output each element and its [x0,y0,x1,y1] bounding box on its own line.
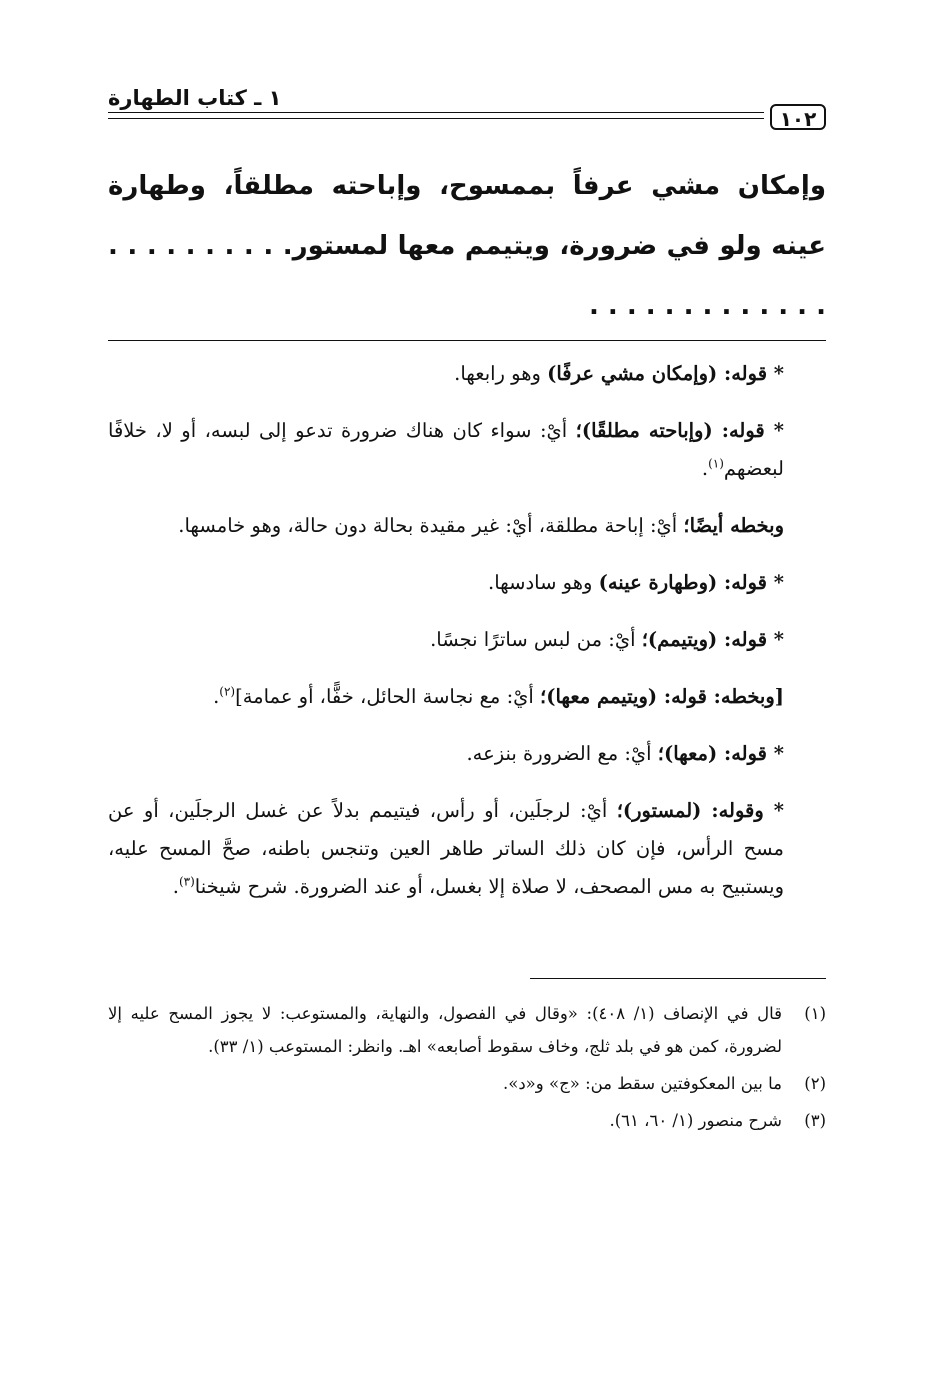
commentary-text: وهو سادسها. [488,571,599,594]
footnote-text: قال في الإنصاف (١/ ٤٠٨): «وقال في الفصول، والنهاية، والمستوعب: لا يجوز المسح عليه إلا لضرورة، كمن هو في بلد ثلج، وخاف سقوط أصابعه» اهـ. وانظر: المستوعب (١/ ٣٣). [108,1004,782,1056]
commentary-paragraph [108,735,826,773]
commentary-paragraph [108,507,826,545]
commentary-paragraph [108,564,826,602]
footnotes [108,997,826,1137]
matn-divider [108,340,826,341]
footnote-ref: (٣) [178,874,195,889]
commentary-paragraph [108,355,826,393]
footnote-number: (٣) [804,1111,826,1130]
commentary-text: أيْ: سواء كان هناك ضرورة تدعو إلى لبسه، أو لا، خلافًا لبعضهم [108,419,784,480]
footnote-divider [530,978,826,979]
commentary-paragraph [108,412,826,488]
footnote-number: (٢) [804,1074,826,1093]
footnote-text: شرح منصور (١/ ٦٠، ٦١). [609,1111,782,1130]
commentary-text: أيْ: إباحة مطلقة، أيْ: غير مقيدة بحالة دون حالة، وهو خامسها. [178,514,684,537]
commentary-text: أيْ: لرجلَين، أو رأس، فيتيمم بدلاً عن غسل الرجلَين، أو عن مسح الرأس، فإن كان ذلك الساتر طاهر العين وتنجس باطنه، صحَّ المسح عليه، ويستبيح به مس المصحف، لا صلاة إلا بغسل، أو عند الضرورة. شرح شيخنا [108,799,784,898]
commentary-paragraph [108,792,826,906]
header-rule [108,112,764,119]
quote-label: * قوله: (وإمكان مشي عرفًا) [547,362,784,385]
quote-label: * قوله: (وإباحته مطلقًا)؛ [575,419,784,442]
quote-label: وبخطه أيضًا؛ [683,514,784,537]
quote-label: * قوله: (معها)؛ [657,742,784,765]
commentary [108,355,826,906]
footnote-ref: (٢) [219,684,236,699]
commentary-text: أيْ: من لبس ساترًا نجسًا. [430,628,642,651]
commentary-text: أيْ: مع نجاسة الحائل، خفًّا، أو عمامة] [235,685,541,708]
quote-label: * قوله: (ويتيمم)؛ [641,628,784,651]
footnote [108,1067,826,1100]
commentary-text: أيْ: مع الضرورة بنزعه. [466,742,658,765]
book-page [108,78,826,1141]
sentence-end: . [213,685,220,708]
footnote [108,1104,826,1137]
chapter-title: ١ ـ كتاب الطهارة [108,86,282,110]
page-number: ١٠٢ [770,104,826,130]
footnote-ref: (١) [708,456,724,471]
footnote-text: ما بين المعكوفتين سقط من: «ج» و«د». [502,1074,782,1093]
page-header [108,78,826,134]
quote-label: [وبخطه: قوله: (ويتيمم معها)؛ [540,685,784,708]
footnote [108,997,826,1063]
matn-text: وإمكان مشي عرفاً بممسوح، وإباحته مطلقاً، وطهارة عينه ولو في ضرورة، ويتيمم معها لمستور. . . . . . . . . . . . . . . . . . . . . . . [108,171,826,321]
footnote-number: (١) [804,1004,826,1023]
commentary-paragraph [108,678,826,716]
sentence-end: . [172,875,179,898]
sentence-end: . [701,457,709,480]
quote-label: * وقوله: (لمستور)؛ [616,799,784,822]
commentary-text: وهو رابعها. [454,362,548,385]
commentary-paragraph [108,621,826,659]
quote-label: * قوله: (وطهارة عينه) [598,571,784,594]
